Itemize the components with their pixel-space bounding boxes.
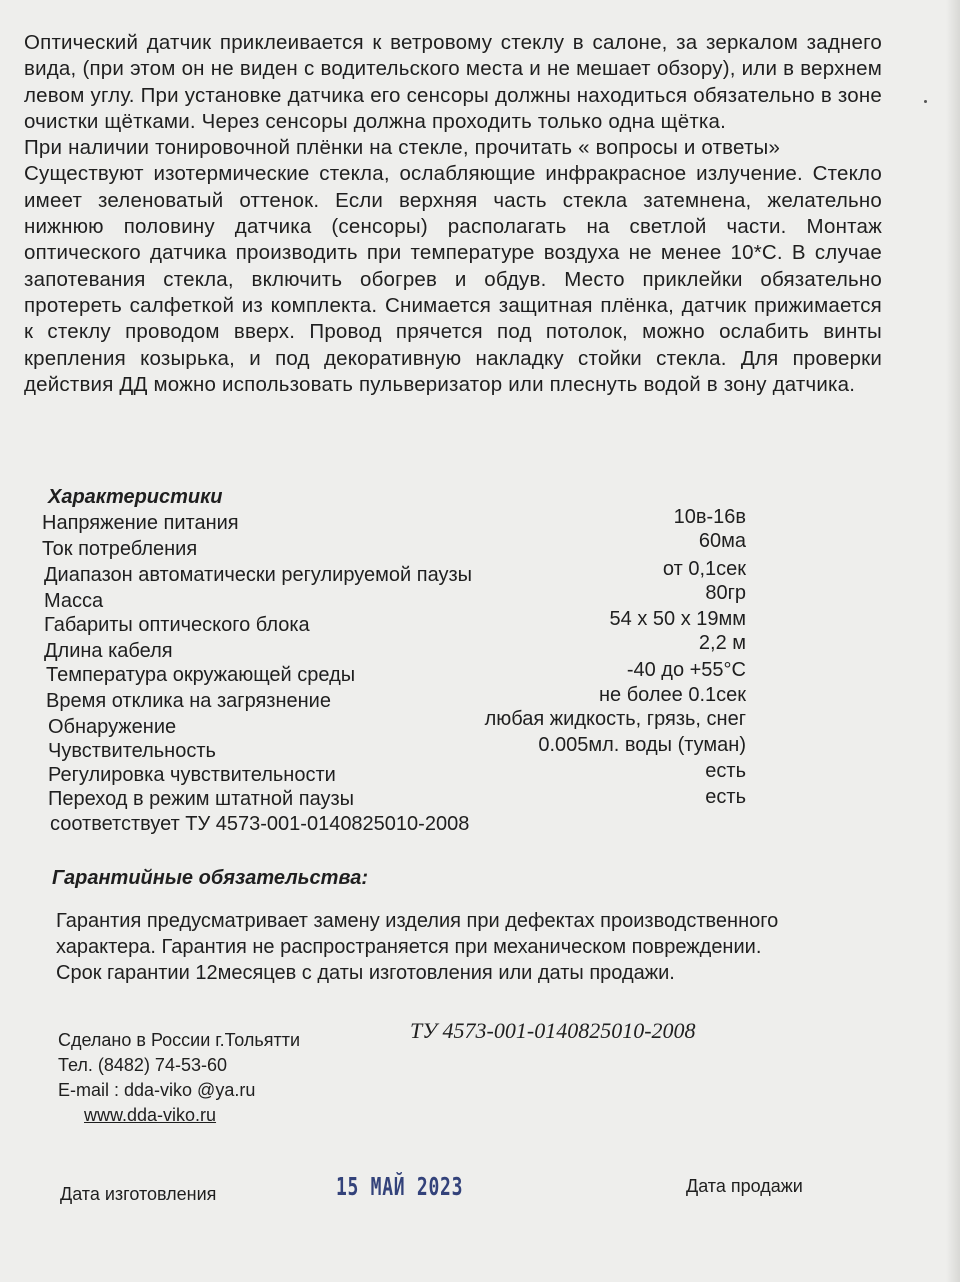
spec-label: Переход в режим штатной паузы [48,788,355,810]
sale-date-label: Дата продажи [686,1176,803,1196]
manufacture-date-label: Дата изготовления [60,1184,217,1204]
spec-row [0,659,960,690]
spec-row [0,558,960,590]
page-edge-shadow [946,0,960,1282]
spec-label: Время отклика на загрязнение [46,690,331,712]
spec-value: 60ма [698,530,746,552]
spec-row [0,734,960,766]
spec-value: 54 х 50 х 19мм [609,608,746,630]
characteristics-title: Характеристики [48,486,223,508]
spec-row [0,632,960,666]
made-in: Сделано в России г.Тольятти [58,1030,301,1050]
spec-row [0,708,960,742]
manufacture-date-stamp: 15 МАЙ 2023 [336,1172,464,1201]
spec-value: 2,2 м [698,632,746,654]
spec-row [0,582,960,616]
spec-value: 10в-16в [673,506,746,528]
spec-value: от 0,1сек [662,558,746,580]
intro-paragraph-3: Существуют изотермические стекла, ослабляющие инфракрасное излучение. Стекло имеет зеленоватый оттенок. Если верхняя часть стекла затемнена, желательно нижнюю половину датчика (сенсоры) располагать на светлой части. Монтаж оптического датчика производить при температуре воздуха не менее 10*С. В случае запотевания стекла, включить обогрев и обдув. Место приклейки обязательно протереть салфеткой из комплекта. Снимается защитная плёнка, датчик прижимается к стеклу проводом вверх. Провод прячется под потолок, можно ослабить винты крепления козырька, и под декоративную накладку стойки стекла. Для проверки действия ДД можно использовать пульверизатор или плеснуть водой в зону датчика. [24,162,882,396]
spec-label: Напряжение питания [42,512,239,534]
spec-value: 80гр [705,582,746,604]
spec-value: любая жидкость, грязь, снег [484,708,746,730]
spec-value: не более 0.1сек [598,684,746,706]
spec-value: -40 до +55°С [626,659,746,681]
warranty-text [56,908,876,986]
spec-row [0,788,960,814]
spec-value: есть [705,786,746,808]
spec-row [0,684,960,716]
spec-label: Регулировка чувствительности [48,764,336,786]
spec-row [0,506,960,538]
warranty-line: Гарантия предусматривает замену изделия при дефектах производственного [56,910,779,932]
website-link[interactable]: www.dda-viko.ru [84,1105,217,1125]
spec-label: Чувствительность [48,740,216,762]
spec-row [0,608,960,640]
phone: Тел. (8482) 74-53-60 [58,1055,227,1075]
email[interactable]: E-mail : dda-viko @ya.ru [58,1080,256,1100]
paper-speck [924,100,927,103]
spec-label: Масса [44,590,104,612]
tu-signature: ТУ 4573-001-0140825010-2008 [410,1018,696,1043]
warranty-line: характера. Гарантия не распространяется при механическом повреждении. [56,936,762,958]
spec-label: Габариты оптического блока [44,614,310,636]
spec-label: Обнаружение [48,716,177,738]
spec-value: 0.005мл. воды (туман) [538,734,746,756]
spec-label: Диапазон автоматически регулируемой паузы [44,564,473,586]
intro-text [24,30,882,398]
warranty-line: Срок гарантии 12месяцев с даты изготовления или даты продажи. [56,962,675,984]
spec-row [0,530,960,564]
conformity-line: соответствует ТУ 4573-001-0140825010-2008 [50,813,470,835]
contacts-block [58,1028,300,1128]
spec-label: Температура окружающей среды [46,664,356,686]
spec-label: Ток потребления [42,538,198,560]
spec-row [0,760,960,790]
spec-value: есть [705,760,746,782]
intro-paragraph-1: Оптический датчик приклеивается к ветровому стеклу в салоне, за зеркалом заднего вида, (при этом он не виден с водительского места и не мешает обзору), или в верхнем левом углу. При установке датчика его сенсоры должны находиться обязательно в зоне очистки щётками. Через сенсоры должна проходить только одна щётка. [24,31,882,133]
spec-label: Длина кабеля [44,640,173,662]
warranty-title: Гарантийные обязательства: [52,867,369,889]
intro-paragraph-2: При наличии тонировочной плёнки на стекле, прочитать « вопросы и ответы» [24,136,781,160]
